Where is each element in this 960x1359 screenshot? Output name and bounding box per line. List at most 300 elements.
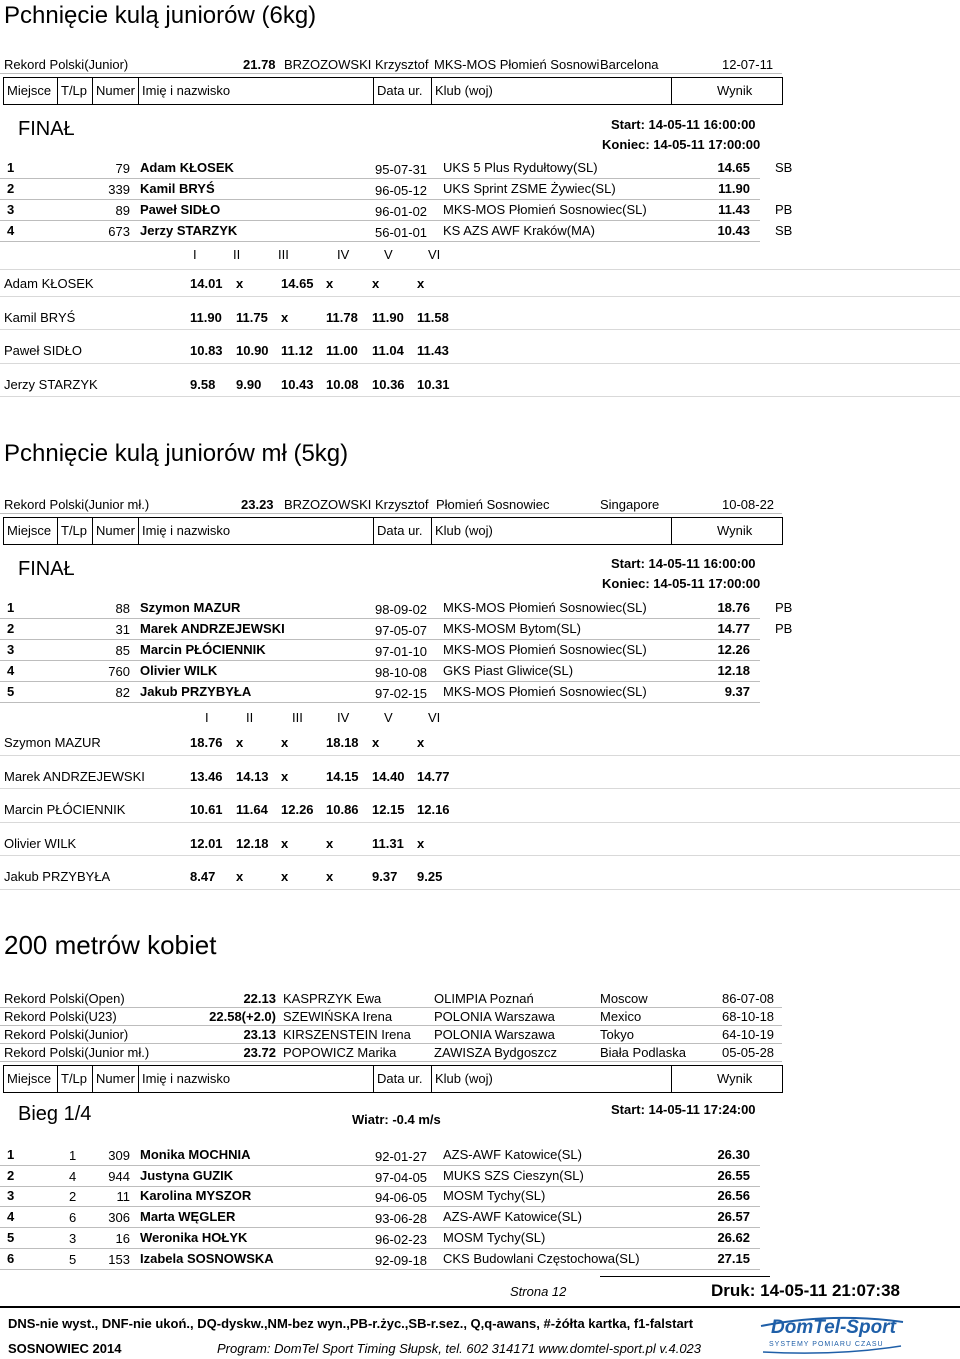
cell-number: 153 bbox=[108, 1251, 130, 1267]
cell-note: SB bbox=[775, 223, 793, 238]
series-attempt: 12.15 bbox=[372, 802, 405, 817]
row-divider bbox=[0, 889, 960, 890]
series-attempt: x bbox=[326, 869, 334, 884]
series-attempt: 11.90 bbox=[372, 309, 404, 325]
row-divider bbox=[0, 1269, 760, 1270]
cell-dob: 92-09-18 bbox=[375, 1252, 428, 1268]
series-attempt: 9.58 bbox=[190, 376, 216, 392]
series-attempt: 11.90 bbox=[190, 309, 222, 325]
cell-result: 27.15 bbox=[717, 1250, 750, 1266]
table-row bbox=[0, 158, 800, 179]
cell-number: 760 bbox=[108, 664, 130, 679]
cell-result: 10.43 bbox=[717, 223, 750, 238]
series-attempt: 11.43 bbox=[417, 343, 449, 358]
series-attempt: x bbox=[236, 869, 244, 884]
round-end: Koniec: 14-05-11 17:00:00 bbox=[602, 576, 761, 591]
series-attempt: 18.18 bbox=[326, 735, 359, 750]
series-attempt: 10.43 bbox=[281, 376, 314, 392]
cell-club: AZS-AWF Katowice(SL) bbox=[443, 1209, 582, 1225]
record-club: ZAWISZA Bydgoszcz bbox=[434, 1045, 558, 1060]
cell-name: Jakub PRZYBYŁA bbox=[140, 684, 252, 699]
cell-name: Karolina MYSZOR bbox=[140, 1188, 252, 1204]
attempt-label: III bbox=[278, 247, 289, 262]
series-attempt: 12.01 bbox=[190, 835, 223, 851]
series-attempt: 9.37 bbox=[372, 869, 398, 884]
results-header bbox=[3, 517, 783, 545]
cell-club: UKS 5 Plus Rydułtowy(SL) bbox=[443, 160, 598, 175]
cell-club: MKS-MOS Płomień Sosnowiec(SL) bbox=[443, 600, 647, 615]
cell-number: 88 bbox=[115, 601, 130, 616]
series-name: Jerzy STARZYK bbox=[4, 376, 98, 392]
round-start: Start: 14-05-11 16:00:00 bbox=[611, 117, 756, 132]
cell-name: Justyna GUZIK bbox=[140, 1167, 234, 1183]
round-start: Start: 14-05-11 17:24:00 bbox=[611, 1102, 756, 1117]
series-attempt: x bbox=[281, 768, 289, 784]
series-name: Jakub PRZYBYŁA bbox=[4, 869, 111, 884]
attempt-label: II bbox=[246, 710, 254, 725]
cell-place: 1 bbox=[7, 160, 15, 175]
print-time: Druk: 14-05-11 21:07:38 bbox=[711, 1281, 901, 1300]
cell-dob: 98-10-08 bbox=[375, 665, 428, 680]
col-club: Klub (woj) bbox=[432, 1066, 672, 1092]
row-divider bbox=[0, 241, 760, 242]
cell-club: MOSM Tychy(SL) bbox=[443, 1229, 546, 1245]
cell-club: MOSM Tychy(SL) bbox=[443, 1188, 546, 1204]
series-attempt: 11.64 bbox=[236, 802, 268, 817]
cell-lane: 2 bbox=[69, 1189, 77, 1205]
series-attempt: 10.83 bbox=[190, 343, 223, 358]
cell-name: Izabela SOSNOWSKA bbox=[140, 1250, 274, 1266]
record-date: 12-07-11 bbox=[722, 57, 774, 72]
series-name: Paweł SIDŁO bbox=[4, 343, 83, 358]
record-club: MKS-MOS Płomień Sosnowi bbox=[434, 57, 600, 72]
record-result: 21.78 bbox=[243, 57, 276, 72]
record-holder: BRZOZOWSKI Krzysztof bbox=[284, 497, 429, 512]
series-attempt: 11.12 bbox=[281, 343, 313, 358]
series-name: Adam KŁOSEK bbox=[4, 276, 94, 291]
series-attempt: 11.00 bbox=[326, 343, 358, 358]
cell-place: 3 bbox=[7, 642, 15, 657]
cell-result: 11.90 bbox=[718, 181, 750, 196]
cell-dob: 56-01-01 bbox=[375, 225, 428, 240]
col-place: Miejsce bbox=[4, 78, 58, 104]
record-label: Rekord Polski(U23) bbox=[4, 1009, 117, 1024]
series-row bbox=[0, 377, 960, 397]
series-attempt: 14.65 bbox=[281, 276, 314, 291]
cell-club: UKS Sprint ZSME Żywiec(SL) bbox=[443, 181, 616, 196]
series-attempt: 10.31 bbox=[417, 376, 450, 392]
record-row bbox=[0, 1025, 782, 1044]
record-date: 86-07-08 bbox=[722, 991, 775, 1006]
cell-place: 5 bbox=[7, 684, 15, 699]
table-row bbox=[0, 640, 800, 661]
record-result: 22.58(+2.0) bbox=[209, 1009, 276, 1024]
record-holder: KASPRZYK Ewa bbox=[283, 991, 382, 1006]
record-label: Rekord Polski(Junior mł.) bbox=[4, 497, 150, 512]
cell-name: Marcin PŁÓCIENNIK bbox=[140, 642, 266, 657]
cell-number: 944 bbox=[108, 1168, 130, 1184]
round-start: Start: 14-05-11 16:00:00 bbox=[611, 556, 756, 571]
cell-name: Adam KŁOSEK bbox=[140, 160, 234, 175]
cell-result: 9.37 bbox=[724, 684, 750, 699]
cell-club: MKS-MOS Płomień Sosnowiec(SL) bbox=[443, 684, 647, 699]
divider bbox=[600, 1276, 770, 1277]
program-info: Program: DomTel Sport Timing Słupsk, tel. 602 314171 www.domtel-sport.pl v.4.023 bbox=[217, 1341, 702, 1356]
results-header bbox=[3, 77, 783, 105]
series-attempt: 8.47 bbox=[190, 869, 216, 884]
col-dob: Data ur. bbox=[374, 518, 432, 544]
cell-note: PB bbox=[775, 600, 793, 615]
row-divider bbox=[0, 329, 960, 330]
col-number: Numer bbox=[93, 78, 139, 104]
record-place: Tokyo bbox=[600, 1027, 634, 1042]
cell-number: 306 bbox=[108, 1210, 130, 1226]
series-attempt: x bbox=[281, 309, 289, 325]
cell-name: Weronika HOŁYK bbox=[140, 1229, 248, 1245]
series-attempt: 14.13 bbox=[236, 768, 269, 784]
col-club: Klub (woj) bbox=[432, 518, 672, 544]
cell-name: Monika MOCHNIA bbox=[140, 1147, 251, 1162]
series-attempt: 12.16 bbox=[417, 802, 450, 817]
col-name: Imię i nazwisko bbox=[139, 1066, 374, 1092]
table-row bbox=[0, 619, 800, 640]
record-place: Barcelona bbox=[600, 57, 659, 72]
series-row bbox=[0, 276, 960, 296]
series-attempt: x bbox=[417, 276, 425, 291]
cell-name: Marta WĘGLER bbox=[140, 1209, 236, 1225]
cell-lane: 3 bbox=[69, 1230, 77, 1246]
cell-dob: 96-01-02 bbox=[375, 204, 428, 219]
round-title: Bieg 1/4 bbox=[18, 1103, 92, 1125]
row-divider bbox=[0, 755, 960, 756]
record-holder: POPOWICZ Marika bbox=[283, 1045, 397, 1060]
cell-place: 1 bbox=[7, 1147, 15, 1162]
series-attempt: 9.25 bbox=[417, 869, 443, 884]
event-title: 200 metrów kobiet bbox=[4, 930, 217, 960]
record-club: POLONIA Warszawa bbox=[434, 1009, 555, 1024]
cell-place: 4 bbox=[7, 1209, 15, 1225]
attempt-label: IV bbox=[337, 247, 350, 262]
attempt-label: IV bbox=[337, 710, 350, 725]
col-tlp: T/Lp bbox=[58, 78, 93, 104]
cell-number: 339 bbox=[108, 182, 130, 197]
col-result: Wynik bbox=[717, 523, 753, 538]
cell-dob: 94-06-05 bbox=[375, 1190, 428, 1206]
col-name: Imię i nazwisko bbox=[139, 518, 374, 544]
series-attempt: x bbox=[236, 276, 244, 291]
results-header bbox=[3, 1065, 783, 1093]
cell-place: 3 bbox=[7, 1188, 15, 1204]
cell-dob: 97-01-10 bbox=[375, 644, 428, 659]
cell-result: 14.65 bbox=[717, 160, 750, 175]
record-date: 68-10-18 bbox=[722, 1009, 775, 1024]
col-number: Numer bbox=[93, 518, 139, 544]
cell-result: 26.55 bbox=[717, 1167, 750, 1183]
record-date: 64-10-19 bbox=[722, 1027, 775, 1042]
record-place: Mexico bbox=[600, 1009, 642, 1024]
record-date: 05-05-28 bbox=[722, 1045, 775, 1060]
attempt-label: V bbox=[384, 247, 393, 262]
record-row bbox=[0, 1043, 782, 1062]
attempt-label: III bbox=[292, 710, 303, 725]
row-divider bbox=[0, 702, 760, 703]
table-row bbox=[0, 661, 800, 682]
cell-place: 3 bbox=[7, 202, 15, 217]
series-attempt: 13.46 bbox=[190, 768, 223, 784]
round-title: FINAŁ bbox=[18, 558, 75, 580]
record-place: Biała Podlaska bbox=[600, 1045, 686, 1060]
cell-number: 673 bbox=[108, 224, 130, 239]
col-tlp: T/Lp bbox=[58, 518, 93, 544]
record-holder: BRZOZOWSKI Krzysztof bbox=[284, 57, 429, 72]
table-row bbox=[0, 221, 800, 242]
series-attempt: 10.86 bbox=[326, 802, 359, 817]
logo-brand: DomTel-Sport bbox=[771, 1317, 896, 1338]
record-club: Płomień Sosnowiec bbox=[436, 497, 550, 512]
series-attempt: 12.18 bbox=[236, 835, 269, 851]
record-row bbox=[0, 495, 782, 514]
table-row bbox=[0, 1166, 800, 1187]
col-place: Miejsce bbox=[4, 518, 58, 544]
series-attempt: x bbox=[417, 835, 425, 851]
cell-name: Szymon MAZUR bbox=[140, 600, 241, 615]
record-row bbox=[0, 55, 782, 74]
cell-club: MUKS SZS Cieszyn(SL) bbox=[443, 1167, 584, 1183]
series-attempt: 11.31 bbox=[372, 835, 404, 851]
cell-dob: 93-06-28 bbox=[375, 1211, 428, 1227]
record-club: OLIMPIA Poznań bbox=[434, 991, 534, 1006]
col-number: Numer bbox=[93, 1066, 139, 1092]
col-result: Wynik bbox=[717, 1071, 753, 1086]
series-attempt: x bbox=[372, 276, 380, 291]
location: SOSNOWIEC 2014 bbox=[8, 1341, 122, 1356]
cell-club: CKS Budowlani Częstochowa(SL) bbox=[443, 1250, 640, 1266]
series-attempt: x bbox=[417, 735, 425, 750]
record-label: Rekord Polski(Junior) bbox=[4, 57, 129, 72]
record-holder: KIRSZENSTEIN Irena bbox=[283, 1027, 411, 1042]
record-result: 22.13 bbox=[243, 991, 276, 1006]
table-row bbox=[0, 598, 800, 619]
series-attempt: 9.90 bbox=[236, 376, 262, 392]
series-attempt: 10.36 bbox=[372, 376, 405, 392]
event-title: Pchnięcie kulą juniorów mł (5kg) bbox=[4, 440, 349, 467]
series-name: Szymon MAZUR bbox=[4, 735, 101, 750]
page-number: Strona 12 bbox=[510, 1284, 567, 1299]
cell-place: 4 bbox=[7, 223, 15, 238]
row-divider bbox=[0, 788, 960, 789]
series-attempt: 10.61 bbox=[190, 802, 223, 817]
cell-result: 12.26 bbox=[717, 642, 750, 657]
cell-result: 26.57 bbox=[717, 1209, 750, 1225]
series-attempt: 14.40 bbox=[372, 768, 405, 784]
series-name: Kamil BRYŚ bbox=[4, 309, 76, 325]
cell-name: Olivier WILK bbox=[140, 663, 218, 678]
attempt-label: VI bbox=[428, 247, 441, 262]
series-row bbox=[0, 869, 960, 889]
cell-dob: 97-02-15 bbox=[375, 686, 428, 701]
series-name: Olivier WILK bbox=[4, 835, 77, 851]
cell-number: 11 bbox=[116, 1189, 130, 1205]
cell-club: AZS-AWF Katowice(SL) bbox=[443, 1147, 582, 1162]
col-dob: Data ur. bbox=[374, 78, 432, 104]
record-row bbox=[0, 1007, 782, 1026]
logo bbox=[757, 1312, 907, 1356]
series-name: Marek ANDRZEJEWSKI bbox=[4, 768, 145, 784]
cell-place: 2 bbox=[7, 181, 15, 196]
col-result: Wynik bbox=[717, 83, 753, 98]
round-title: FINAŁ bbox=[18, 118, 75, 140]
series-attempt: 11.04 bbox=[372, 343, 404, 358]
cell-place: 5 bbox=[7, 1229, 15, 1245]
cell-name: Paweł SIDŁO bbox=[140, 202, 221, 217]
cell-result: 26.30 bbox=[717, 1147, 750, 1162]
series-attempt: x bbox=[372, 735, 380, 750]
record-label: Rekord Polski(Junior mł.) bbox=[4, 1045, 150, 1060]
series-name: Marcin PŁÓCIENNIK bbox=[4, 802, 126, 817]
record-club: POLONIA Warszawa bbox=[434, 1027, 555, 1042]
cell-note: PB bbox=[775, 621, 793, 636]
series-attempt: 10.08 bbox=[326, 376, 359, 392]
cell-number: 31 bbox=[115, 622, 130, 637]
table-row bbox=[0, 1207, 800, 1228]
attempt-label: VI bbox=[428, 710, 441, 725]
record-row bbox=[0, 989, 782, 1008]
cell-result: 26.62 bbox=[717, 1229, 750, 1245]
table-row bbox=[0, 1186, 800, 1207]
table-row bbox=[0, 1145, 800, 1166]
series-attempt: 14.77 bbox=[417, 768, 450, 784]
cell-lane: 5 bbox=[69, 1251, 77, 1267]
series-attempt: 18.76 bbox=[190, 735, 223, 750]
row-divider bbox=[0, 363, 960, 364]
event-title: Pchnięcie kulą juniorów (6kg) bbox=[4, 2, 317, 29]
cell-dob: 97-05-07 bbox=[375, 623, 428, 638]
cell-dob: 98-09-02 bbox=[375, 602, 428, 617]
series-attempt: 11.58 bbox=[417, 309, 449, 325]
divider bbox=[0, 1306, 960, 1308]
cell-name: Kamil BRYŚ bbox=[140, 181, 215, 196]
series-attempt: x bbox=[236, 735, 244, 750]
row-divider bbox=[0, 396, 960, 397]
record-place: Singapore bbox=[600, 497, 660, 512]
cell-club: MKS-MOSM Bytom(SL) bbox=[443, 621, 581, 636]
table-row bbox=[0, 682, 800, 703]
cell-note: SB bbox=[775, 160, 793, 175]
record-place: Moscow bbox=[600, 991, 648, 1006]
row-divider bbox=[0, 855, 960, 856]
series-attempt: 12.26 bbox=[281, 802, 314, 817]
record-date: 10-08-22 bbox=[722, 497, 775, 512]
cell-number: 79 bbox=[115, 161, 130, 176]
series-attempt: x bbox=[326, 276, 334, 291]
cell-number: 85 bbox=[115, 643, 130, 658]
cell-place: 6 bbox=[7, 1250, 15, 1266]
cell-name: Jerzy STARZYK bbox=[140, 223, 238, 238]
attempt-label: I bbox=[205, 710, 209, 725]
series-attempt: x bbox=[281, 735, 289, 750]
cell-place: 2 bbox=[7, 621, 15, 636]
cell-lane: 6 bbox=[69, 1210, 77, 1226]
cell-club: KS AZS AWF Kraków(MA) bbox=[443, 223, 595, 238]
series-attempt: 11.78 bbox=[326, 309, 358, 325]
cell-result: 12.18 bbox=[717, 663, 750, 678]
wind-info: Wiatr: -0.4 m/s bbox=[352, 1112, 441, 1127]
series-row bbox=[0, 836, 960, 856]
col-dob: Data ur. bbox=[374, 1066, 432, 1092]
cell-number: 82 bbox=[115, 685, 130, 700]
cell-note: PB bbox=[775, 202, 793, 217]
series-row bbox=[0, 769, 960, 789]
record-label: Rekord Polski(Open) bbox=[4, 991, 125, 1006]
col-name: Imię i nazwisko bbox=[139, 78, 374, 104]
cell-dob: 96-02-23 bbox=[375, 1231, 428, 1247]
cell-place: 2 bbox=[7, 1167, 15, 1183]
cell-result: 18.76 bbox=[717, 600, 750, 615]
cell-result: 14.77 bbox=[717, 621, 750, 636]
series-row bbox=[0, 310, 960, 330]
series-attempt: 10.90 bbox=[236, 343, 269, 358]
series-row bbox=[0, 343, 960, 363]
cell-place: 1 bbox=[7, 600, 15, 615]
col-tlp: T/Lp bbox=[58, 1066, 93, 1092]
table-row bbox=[0, 1249, 800, 1270]
series-attempt: x bbox=[326, 835, 334, 851]
cell-number: 16 bbox=[115, 1230, 130, 1246]
record-holder: SZEWIŃSKA Irena bbox=[283, 1009, 393, 1024]
cell-club: MKS-MOS Płomień Sosnowiec(SL) bbox=[443, 202, 647, 217]
cell-dob: 97-04-05 bbox=[375, 1169, 428, 1185]
series-attempt: x bbox=[281, 835, 289, 851]
cell-dob: 96-05-12 bbox=[375, 183, 428, 198]
cell-club: MKS-MOS Płomień Sosnowiec(SL) bbox=[443, 642, 647, 657]
row-divider bbox=[0, 296, 960, 297]
record-result: 23.23 bbox=[241, 497, 274, 512]
cell-dob: 95-07-31 bbox=[375, 162, 428, 177]
series-row bbox=[0, 802, 960, 822]
legend: DNS-nie wyst., DNF-nie ukoń., DQ-dyskw.,NM-bez wyn.,PB-r.życ.,SB-r.sez., Q,q-awans, #-żółta kartka, f1-falstart bbox=[8, 1316, 694, 1331]
cell-number: 89 bbox=[115, 203, 130, 218]
table-row bbox=[0, 200, 800, 221]
cell-result: 26.56 bbox=[717, 1188, 750, 1204]
attempt-label: II bbox=[233, 247, 241, 262]
series-attempt: 11.75 bbox=[236, 309, 268, 325]
record-result: 23.72 bbox=[243, 1045, 276, 1060]
col-place: Miejsce bbox=[4, 1066, 58, 1092]
attempt-label: I bbox=[193, 247, 197, 262]
logo-sub: SYSTEMY POMIARU CZASU bbox=[769, 1341, 884, 1348]
cell-dob: 92-01-27 bbox=[375, 1149, 428, 1164]
record-result: 23.13 bbox=[243, 1027, 276, 1042]
round-end: Koniec: 14-05-11 17:00:00 bbox=[602, 137, 761, 152]
series-attempt: 14.01 bbox=[190, 276, 223, 291]
record-label: Rekord Polski(Junior) bbox=[4, 1027, 129, 1042]
attempt-label: V bbox=[384, 710, 393, 725]
cell-lane: 4 bbox=[69, 1168, 77, 1184]
table-row bbox=[0, 179, 800, 200]
cell-lane: 1 bbox=[69, 1148, 77, 1163]
cell-club: GKS Piast Gliwice(SL) bbox=[443, 663, 574, 678]
table-row bbox=[0, 1228, 800, 1249]
series-attempt: x bbox=[281, 869, 289, 884]
series-row bbox=[0, 735, 960, 755]
cell-number: 309 bbox=[108, 1148, 130, 1163]
cell-name: Marek ANDRZEJEWSKI bbox=[140, 621, 285, 636]
col-club: Klub (woj) bbox=[432, 78, 672, 104]
cell-result: 11.43 bbox=[718, 202, 750, 217]
cell-place: 4 bbox=[7, 663, 15, 678]
row-divider bbox=[0, 822, 960, 823]
series-attempt: 14.15 bbox=[326, 768, 359, 784]
